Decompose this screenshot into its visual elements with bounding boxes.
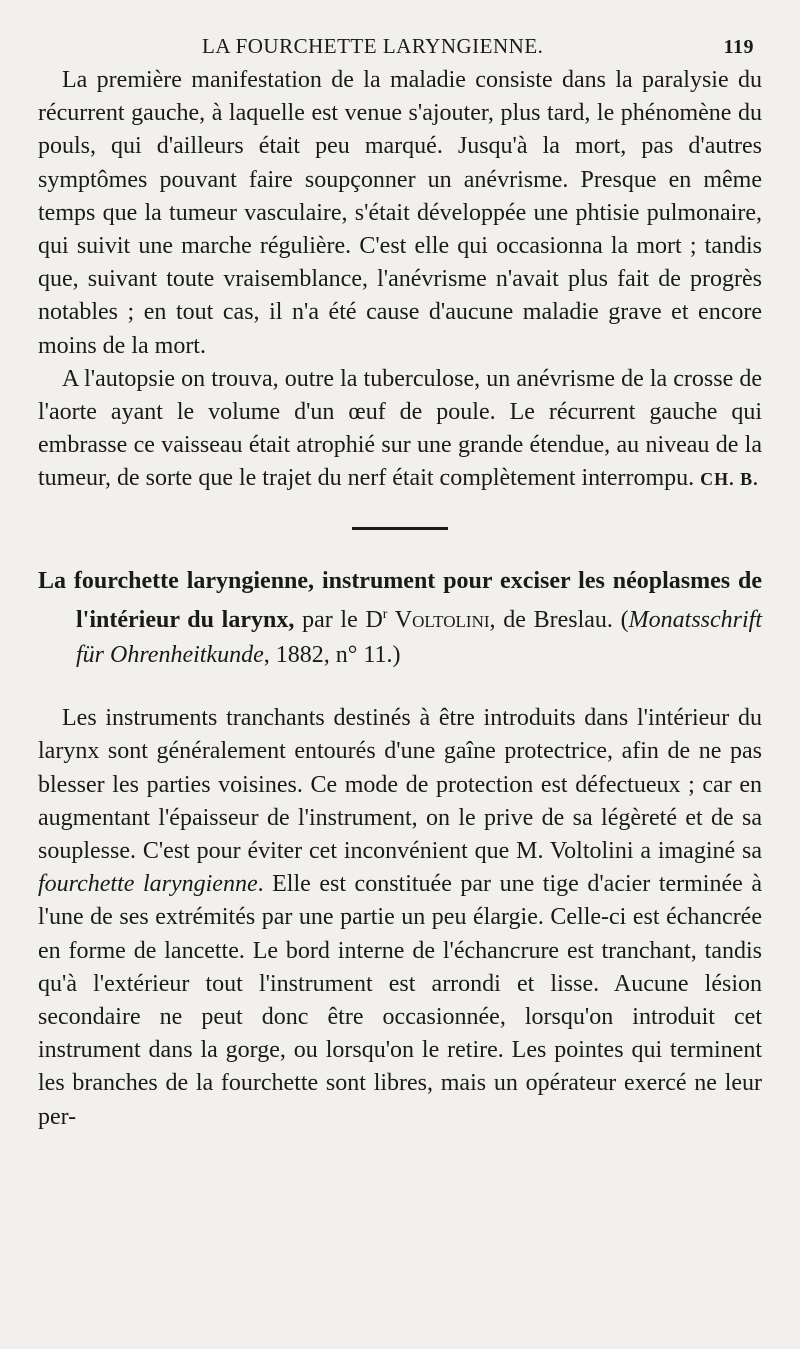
document-page — [38, 30, 762, 1134]
running-title: LA FOURCHETTE LARYNGIENNE. — [202, 34, 544, 58]
section-divider — [352, 527, 448, 530]
journal-name: Monatsschrift für Ohrenheitkunde — [76, 607, 762, 668]
article-place: , de Breslau. ( — [489, 607, 629, 634]
paragraph-2-text: A l'autopsie on trouva, outre la tuberculose, un anévrisme de la crosse de l'aorte ayant le volume d'un œuf de poule. Le récurrent gauche qui embrasse ce vaisseau était atrophié sur une grande étendue, au niveau de la tumeur, de sorte que le trajet du nerf était complètement interrompu. — [38, 365, 762, 492]
article-by: par le D — [294, 607, 383, 634]
body-text-before-italic: Les instruments tranchants destinés à être introduits dans l'intérieur du larynx sont généralement entourés d'une gaîne protectrice, afin de ne pas blesser les parties voisines. Ce mode de protection est défectueux ; car en augmentant l'épaisseur de l'instrument, on le prive de sa légèreté et de sa souplesse. C'est pour éviter cet inconvénient que M. Voltolini a imaginé sa — [38, 705, 762, 864]
body-paragraph — [38, 702, 762, 1134]
instrument-name: fourchette laryngienne — [38, 871, 258, 898]
page-number: 119 — [723, 36, 754, 58]
journal-citation: , 1882, n° 11.) — [263, 641, 401, 668]
running-header — [38, 30, 762, 64]
paragraph-2 — [38, 363, 762, 497]
paragraph-1 — [38, 64, 762, 363]
article-author: Voltolini — [387, 607, 490, 634]
paragraph-1-text: La première manifestation de la maladie consiste dans la paralysie du récurrent gauche, à laquelle est venue s'ajouter, plus tard, le phénomène du pouls, qui d'ailleurs était peu marqué. Jusqu'à la mort, pas d'autres symptômes pouvant faire soupçonner un anévrisme. Presque en même temps que la tumeur vasculaire, s'était développée une phtisie pulmonaire, qui suivit une marche régulière. C'est elle qui occasionna la mort ; tandis que, suivant toute vraisemblance, l'anévrisme n'avait plus fait de progrès notables ; en tout cas, il n'a été cause d'aucune maladie grave et encore moins de la mort. — [38, 67, 762, 359]
dr-superscript: r — [382, 607, 388, 623]
body-text-after-italic: . Elle est constituée par une tige d'acier terminée à l'une de ses extrémités par une partie un peu élargie. Celle-ci est échancrée en forme de lancette. Le bord interne de l'échancrure est tranchant, tandis qu'à l'extérieur tout l'instrument est arrondi et lisse. Aucune lésion secondaire ne peut donc être occasionnée, lorsqu'on introduit cet instrument dans la gorge, ou lorsqu'on le retire. Les pointes qui terminent les branches de la fourchette sont libres, mais un opérateur exercé ne leur per- — [38, 871, 762, 1130]
article-heading — [38, 564, 762, 673]
article-title: La fourchette laryngienne, instrument pour exciser les néoplasmes de l'intérieur du larynx, — [38, 567, 762, 634]
author-signature: CH. B. — [700, 469, 759, 490]
